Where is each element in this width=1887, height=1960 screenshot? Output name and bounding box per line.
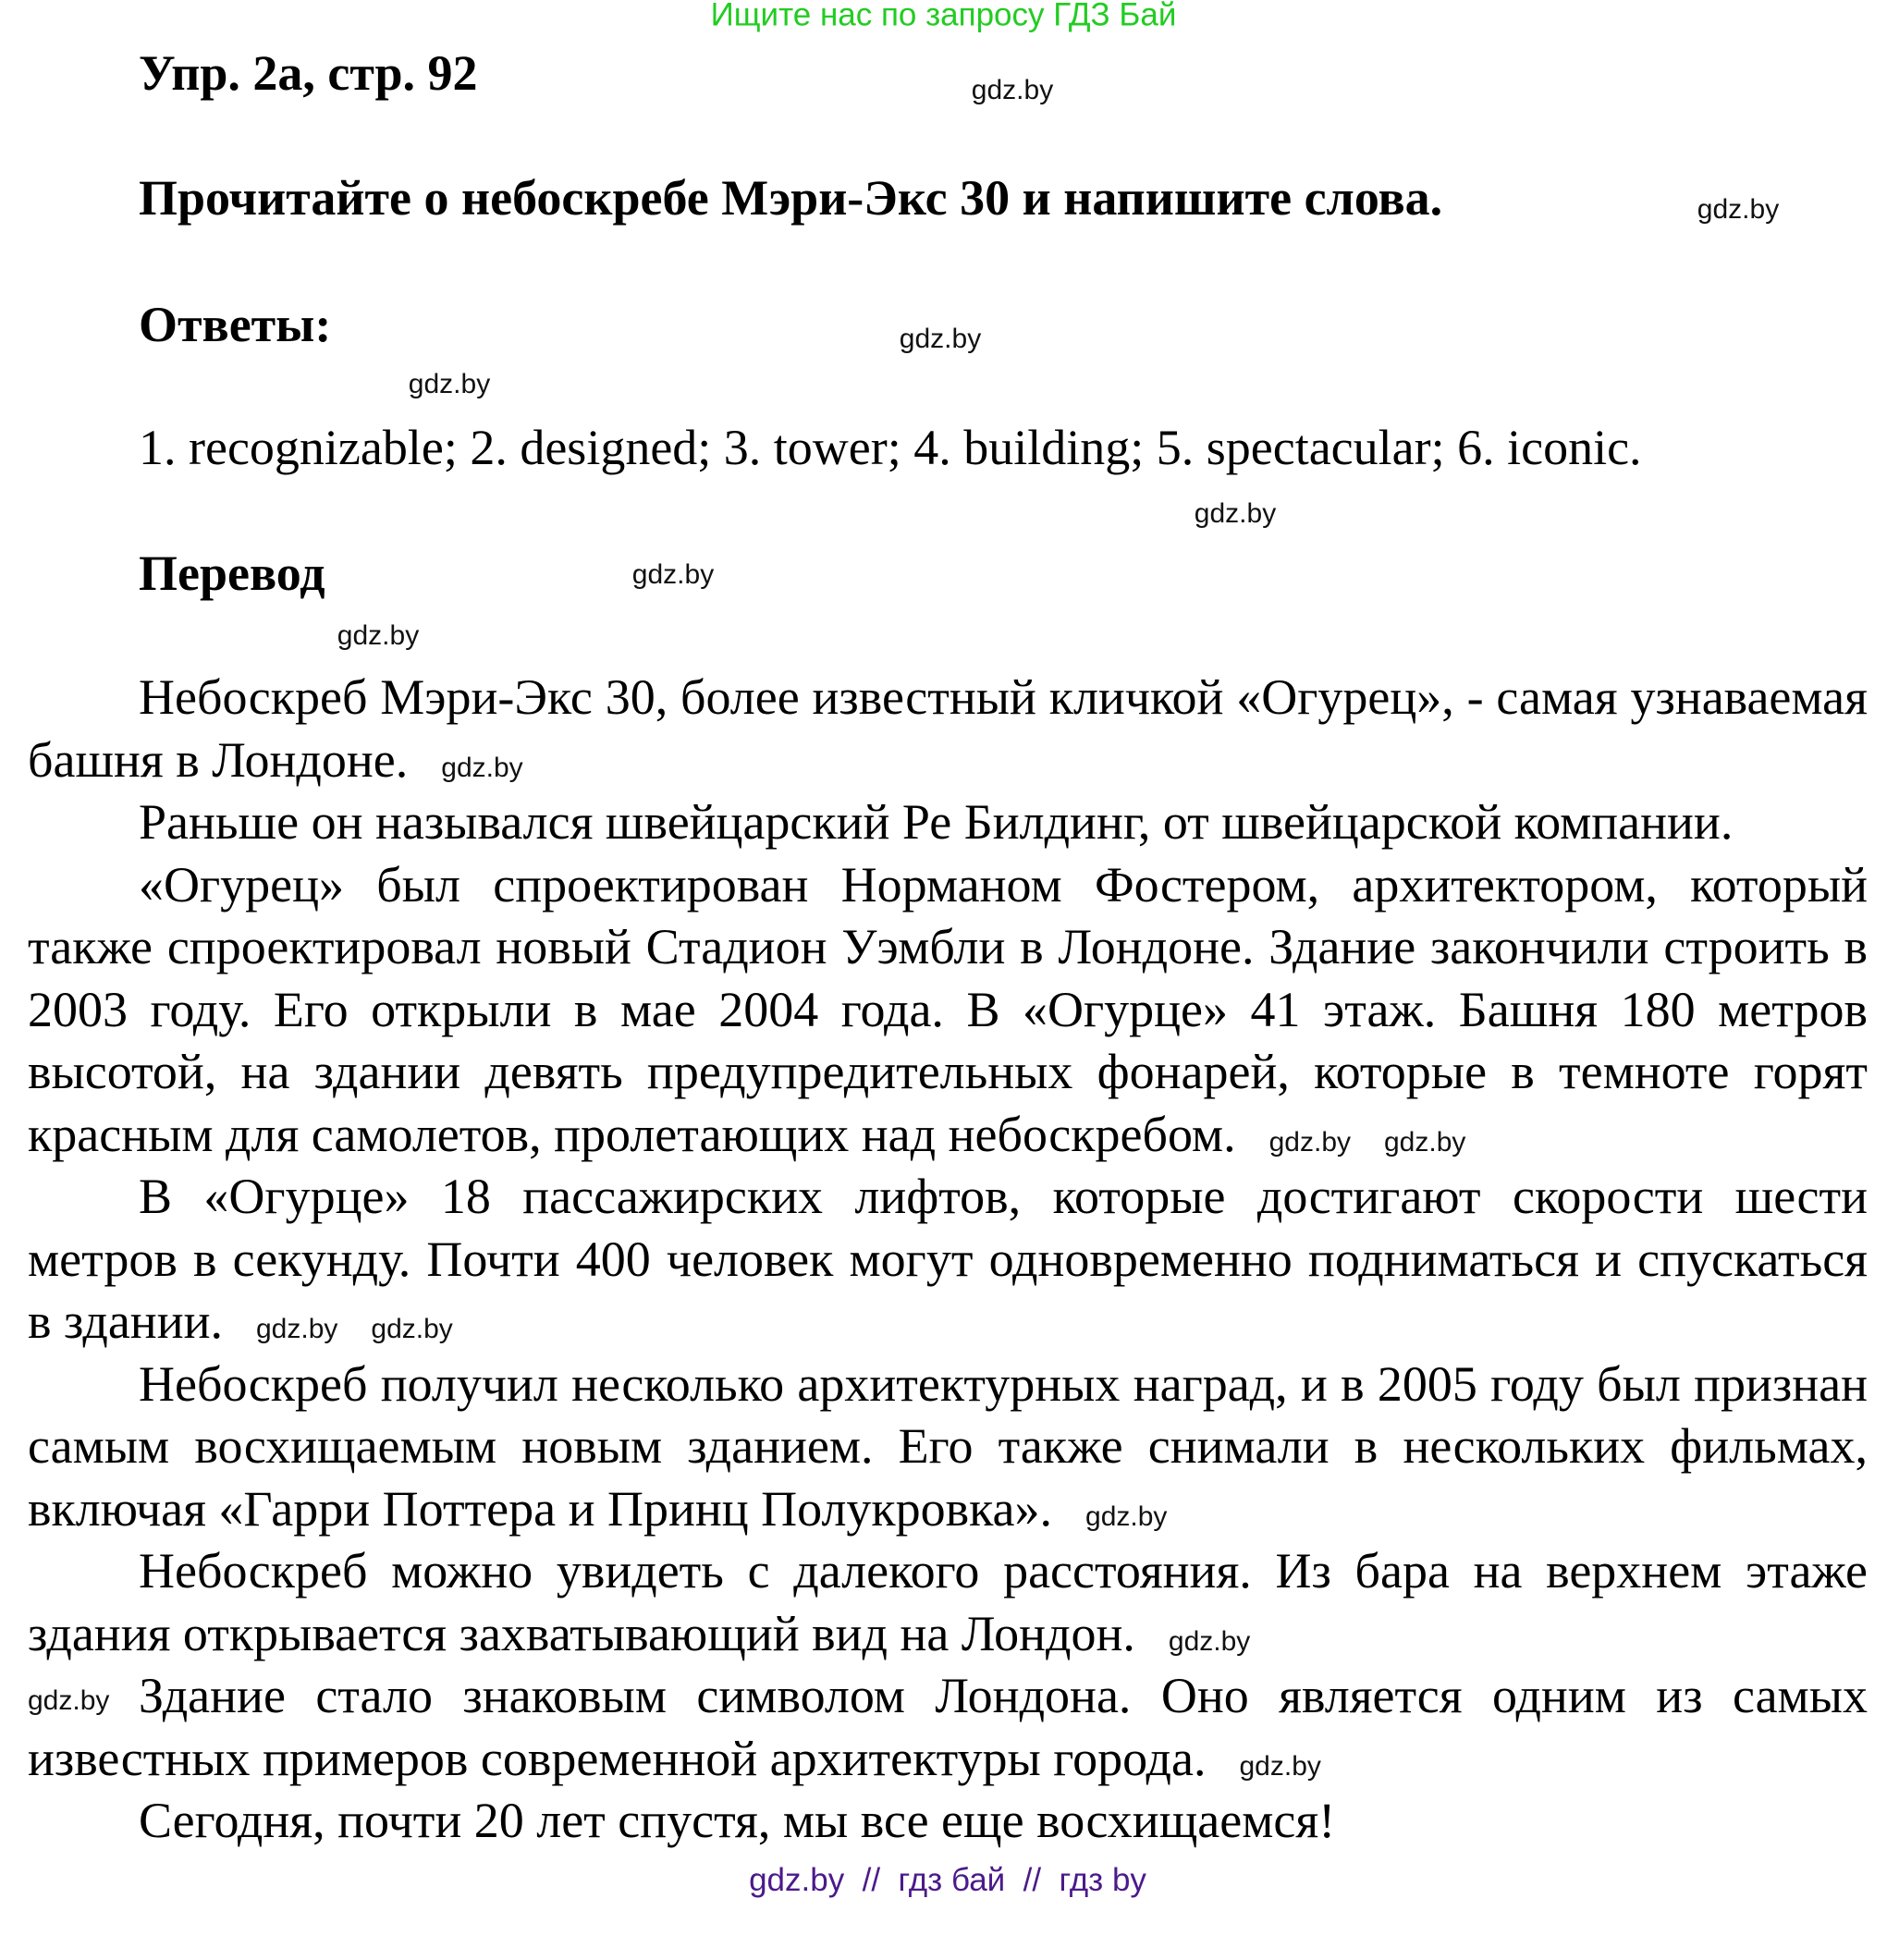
watermark: gdz.by <box>408 369 491 399</box>
paragraph <box>28 854 1868 1167</box>
paragraph-text: В «Огурце» 18 пассажирских лифтов, которые достигают скорости шести метров в секунду. Почти 400 человек могут одновременно подниматься и спускаться в здании. <box>28 1169 1868 1349</box>
watermark: gdz.by <box>1268 1126 1351 1158</box>
watermark: gdz.by <box>371 1314 453 1344</box>
exercise-title: Упр. 2а, стр. 92 <box>139 45 478 101</box>
translation-body <box>28 667 1868 1896</box>
answers-heading: Ответы: <box>139 297 332 352</box>
watermark: gdz.by <box>28 1684 110 1716</box>
search-banner-link[interactable]: Ищите нас по запросу ГДЗ Бай <box>710 0 1177 33</box>
watermark: gdz.by <box>899 324 982 354</box>
paragraph-text: Сегодня, почти 20 лет спустя, мы все еще восхищаемся! <box>139 1793 1336 1848</box>
watermark: gdz.by <box>1239 1750 1321 1782</box>
paragraph <box>28 1665 1868 1790</box>
task-text: Прочитайте о небоскребе Мэри-Экс 30 и напишите слова. <box>139 170 1443 226</box>
watermark: gdz.by <box>631 559 715 590</box>
watermark: gdz.by <box>1085 1501 1168 1532</box>
answers-text: 1. recognizable; 2. designed; 3. tower; 4. building; 5. spectacular; 6. iconic. <box>139 420 1642 475</box>
paragraph <box>28 1540 1868 1665</box>
paragraph-text: Здание стало знаковым символом Лондона. Оно является одним из самых известных примеров современной архитектуры города. <box>28 1668 1868 1786</box>
watermark: gdz.by <box>441 752 523 783</box>
watermark: gdz.by <box>1697 194 1780 225</box>
paragraph-text: Небоскреб Мэри-Экс 30, более известный кличкой «Огурец», - самая узнаваемая башня в Лондоне. <box>28 669 1868 788</box>
paragraph-text: «Огурец» был спроектирован Норманом Фостером, архитектором, который также спроектировал новый Стадион Уэмбли в Лондоне. Здание закончили строить в 2003 году. Его открыли в мае 2004 года. В «Огурце» 41 этаж. Башня 180 метров высотой, на здании девять предупредительных фонарей, которые в темноте горят красным для самолетов, пролетающих над небоскребом. <box>28 856 1868 1162</box>
paragraph-text: Раньше он назывался швейцарский Ре Билдинг, от швейцарской компании. <box>139 794 1734 850</box>
paragraph <box>28 1790 1868 1853</box>
paragraph <box>28 1166 1868 1354</box>
translation-heading: Перевод <box>139 545 325 601</box>
paragraph-text: Небоскреб получил несколько архитектурных наград, и в 2005 году был признан самым восхищаемым новым зданием. Его также снимали в нескольких фильмах, включая «Гарри Поттера и Принц Полукровка». <box>28 1355 1868 1537</box>
footer-links[interactable]: gdz.by // гдз бай // гдз by <box>749 1861 1146 1898</box>
paragraph <box>28 791 1868 854</box>
watermark: gdz.by <box>1194 498 1277 529</box>
watermark: gdz.by <box>1384 1126 1466 1158</box>
watermark: gdz.by <box>256 1314 338 1344</box>
watermark: gdz.by <box>1168 1625 1251 1657</box>
paragraph <box>28 1354 1868 1541</box>
watermark: gdz.by <box>337 620 420 651</box>
watermark: gdz.by <box>971 75 1054 105</box>
paragraph <box>28 667 1868 791</box>
paragraph-text: Небоскреб можно увидеть с далекого расстояния. Из бара на верхнем этаже здания открывается захватывающий вид на Лондон. <box>28 1543 1868 1661</box>
